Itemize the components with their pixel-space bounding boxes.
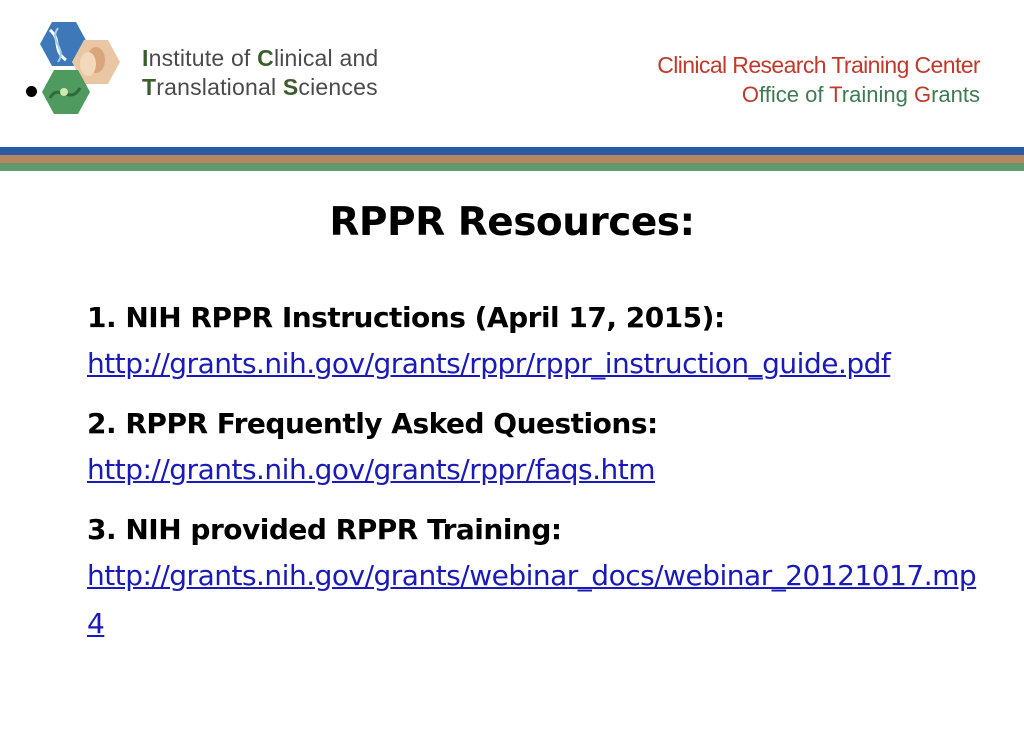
resource-label: 3. NIH provided RPPR Training: xyxy=(87,513,562,546)
stripe-tan xyxy=(0,155,1024,163)
slide-header xyxy=(0,0,1024,150)
resource-label: 1. NIH RPPR Instructions (April 17, 2015): xyxy=(87,301,725,334)
stripe-blue xyxy=(0,147,1024,155)
resource-item xyxy=(87,508,987,648)
resource-label: 2. RPPR Frequently Asked Questions: xyxy=(87,407,658,440)
resource-item xyxy=(87,402,987,494)
header-divider-stripes xyxy=(0,147,1024,171)
institute-name xyxy=(142,44,378,102)
slide-title: RPPR Resources: xyxy=(329,200,695,245)
resource-list xyxy=(87,296,987,662)
center-info xyxy=(657,50,980,110)
resource-link[interactable]: http://grants.nih.gov/grants/webinar_docs/webinar_20121017.mp4 xyxy=(87,559,977,640)
institute-name-line2: Translational Sciences xyxy=(142,74,378,100)
center-title: Clinical Research Training Center xyxy=(657,52,980,78)
resource-link[interactable]: http://grants.nih.gov/grants/rppr/rppr_instruction_guide.pdf xyxy=(87,347,891,380)
stripe-green xyxy=(0,163,1024,171)
resource-item xyxy=(87,296,987,388)
resource-link[interactable]: http://grants.nih.gov/grants/rppr/faqs.htm xyxy=(87,453,655,486)
center-subtitle: Office of Training Grants xyxy=(741,82,980,107)
institute-name-line1: Institute of Clinical and xyxy=(142,45,379,71)
bullet-dot xyxy=(26,86,37,97)
institute-logo-icon xyxy=(22,20,142,125)
